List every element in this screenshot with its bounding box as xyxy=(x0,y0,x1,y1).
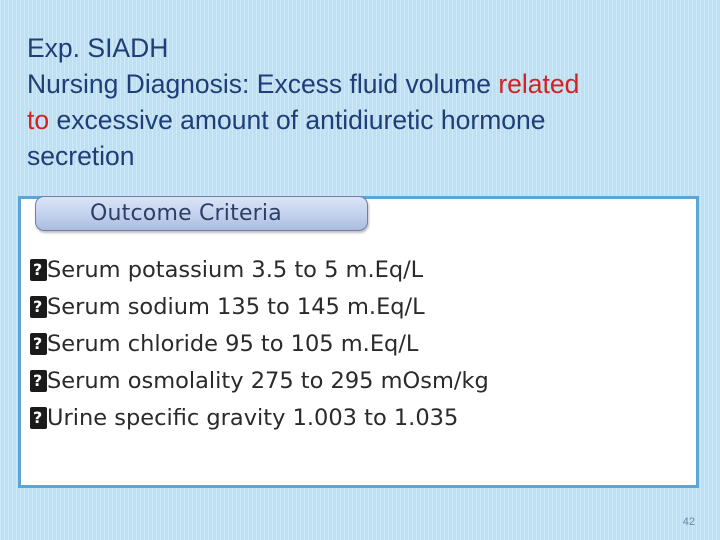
title-line-2-text: Nursing Diagnosis: Excess fluid volume xyxy=(27,69,499,99)
criteria-text: Serum potassium 3.5 to 5 m.Eq/L xyxy=(47,257,424,283)
list-item xyxy=(30,289,690,326)
criteria-text: Serum osmolality 275 to 295 mOsm/kg xyxy=(47,368,489,394)
missing-glyph-bullet-icon xyxy=(30,296,47,318)
title-to-word: to xyxy=(27,105,50,135)
title-line-3-text: excessive amount of antidiuretic hormone xyxy=(49,105,546,135)
title-line-1: Exp. SIADH xyxy=(27,33,169,63)
slide-title xyxy=(27,30,707,174)
title-line-3 xyxy=(27,102,707,138)
missing-glyph-bullet-icon xyxy=(30,370,47,392)
criteria-text: Urine specific gravity 1.003 to 1.035 xyxy=(47,405,459,431)
title-related-word: related xyxy=(498,69,580,99)
title-line-4: secretion xyxy=(27,141,135,171)
criteria-text: Serum chloride 95 to 105 m.Eq/L xyxy=(47,331,419,357)
missing-glyph-bullet-icon xyxy=(30,407,47,429)
list-item xyxy=(30,326,690,363)
criteria-list xyxy=(30,252,690,437)
list-item xyxy=(30,400,690,437)
missing-glyph-bullet-icon xyxy=(30,333,47,355)
page-number: 42 xyxy=(682,516,695,528)
missing-glyph-bullet-icon xyxy=(30,259,47,281)
list-item xyxy=(30,363,690,400)
outcome-criteria-label: Outcome Criteria xyxy=(35,196,368,231)
criteria-text: Serum sodium 135 to 145 m.Eq/L xyxy=(47,294,425,320)
title-line-2 xyxy=(27,66,707,102)
list-item xyxy=(30,252,690,289)
